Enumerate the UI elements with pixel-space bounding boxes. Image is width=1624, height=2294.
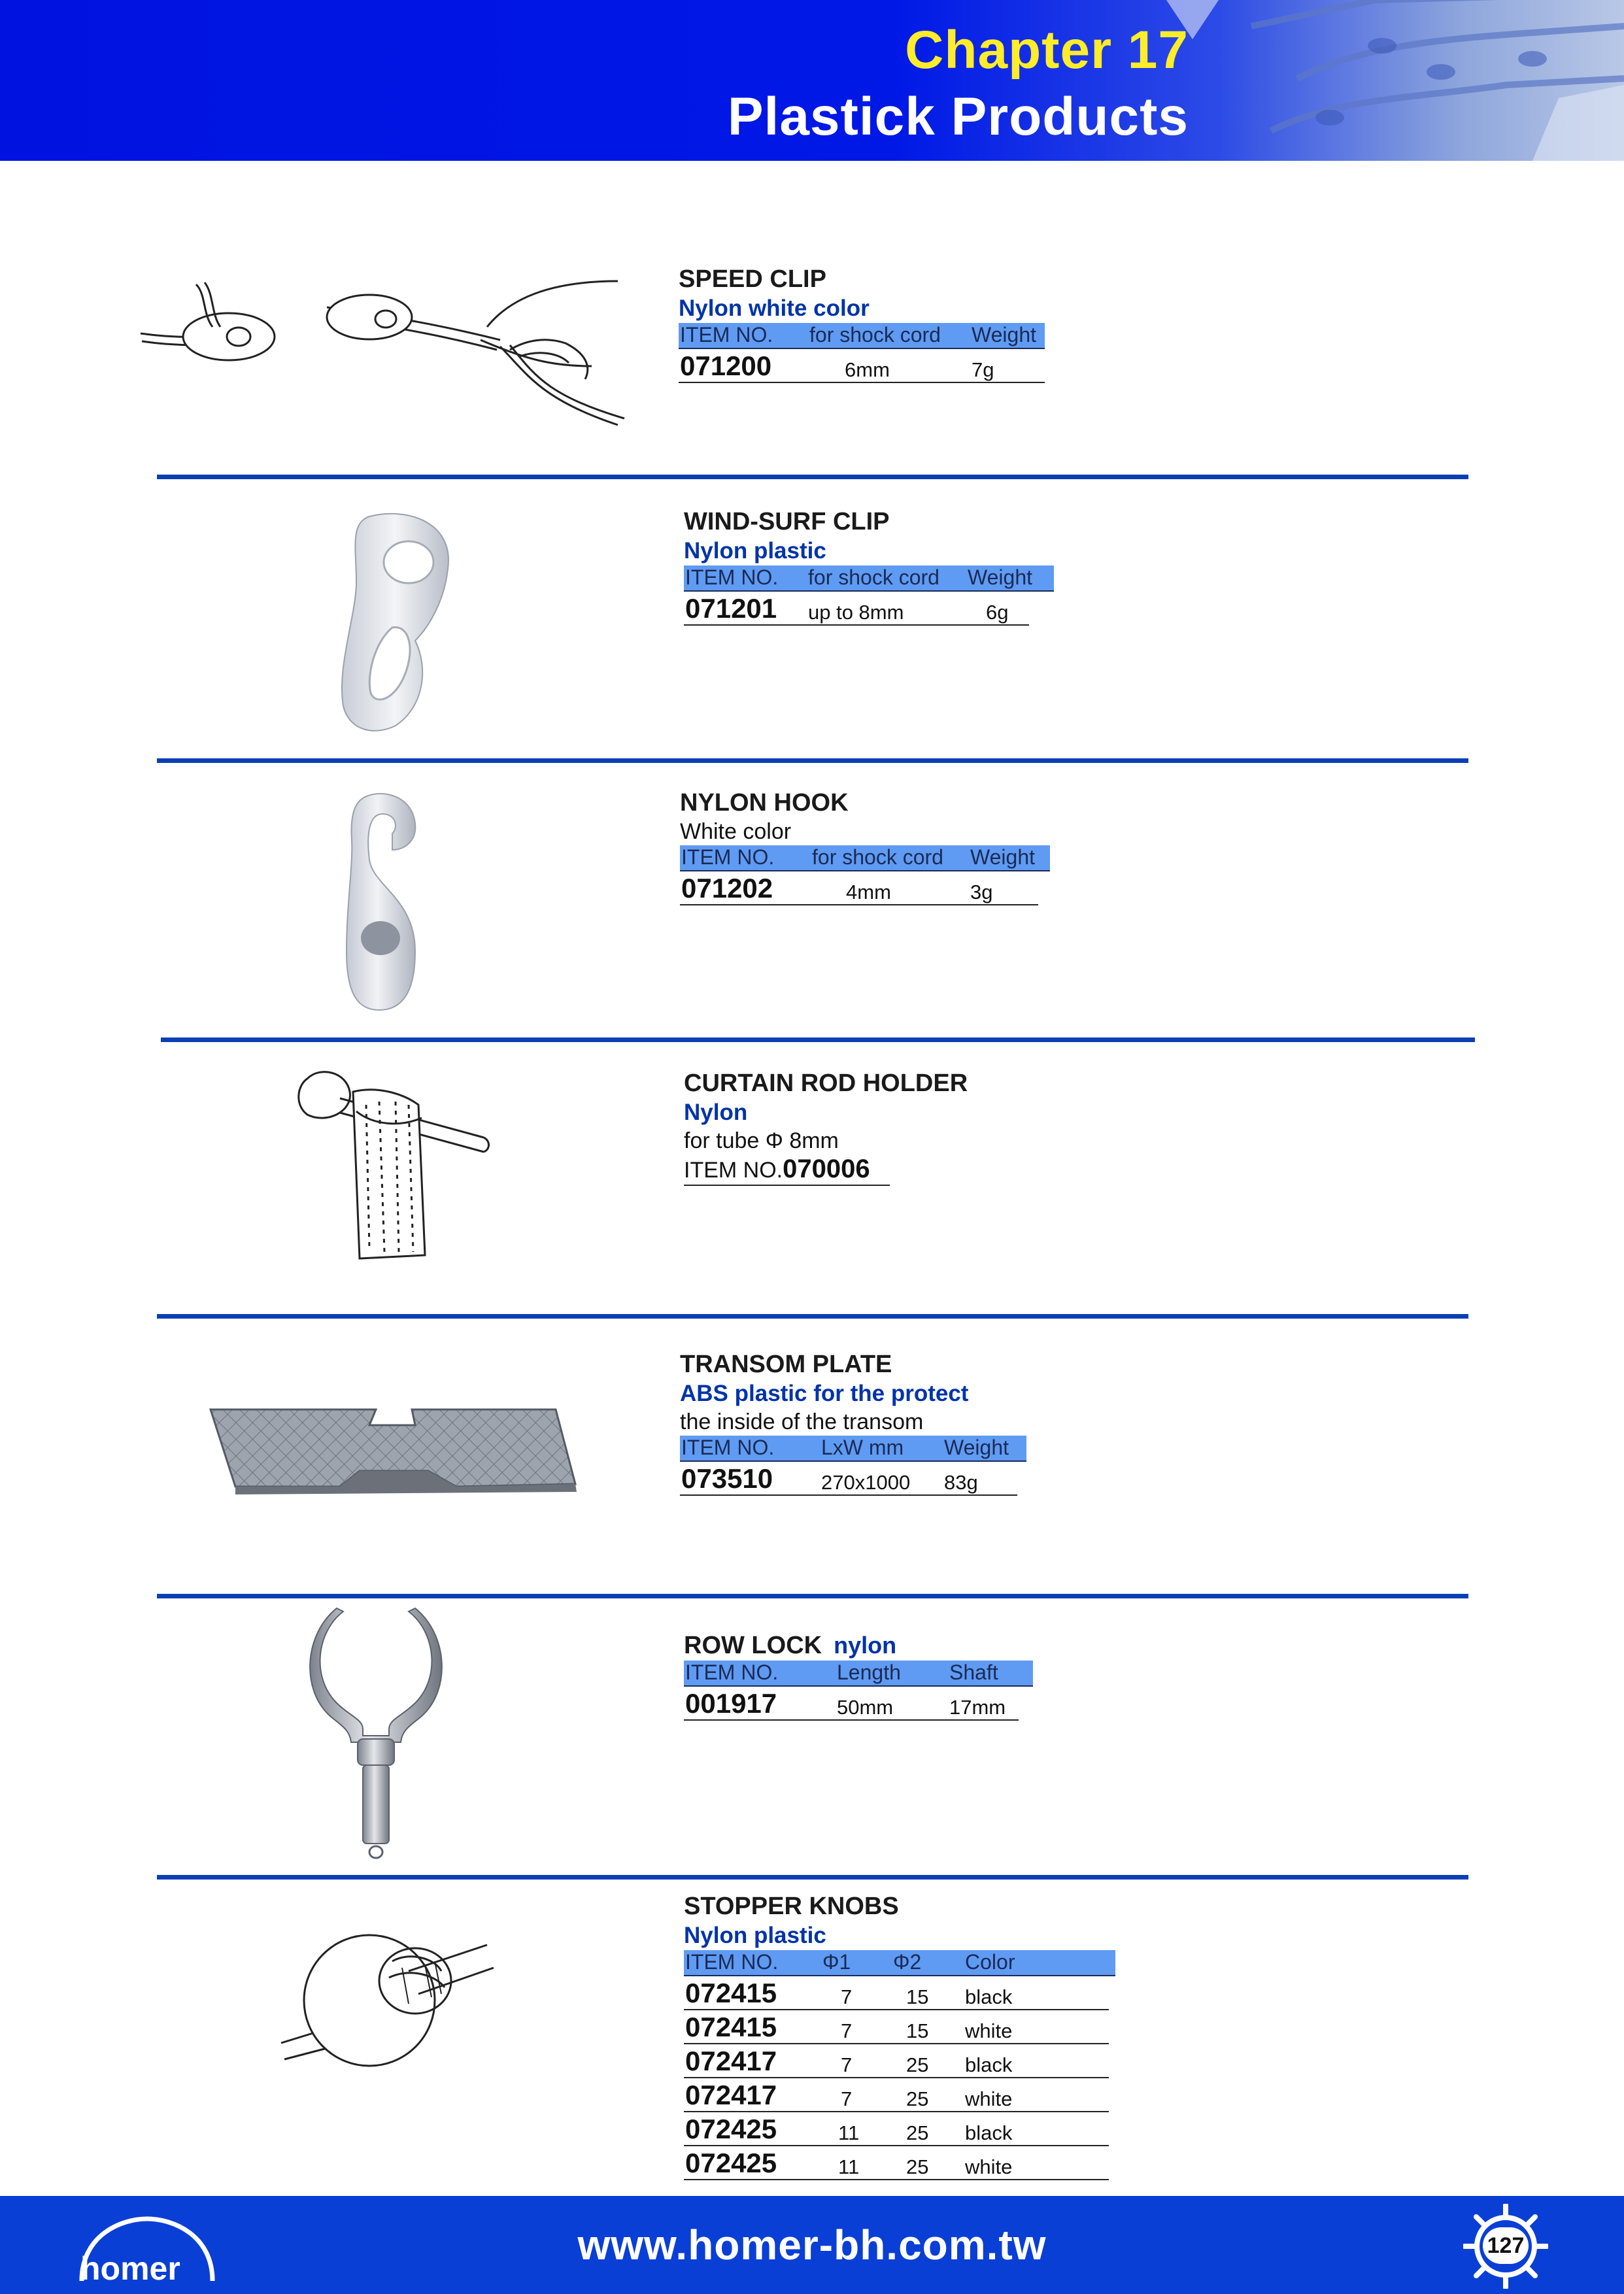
weight-value: 6g [986,601,1009,624]
spec-row [684,592,1029,626]
chapter-title: Plastick Products [727,87,1189,146]
section-divider [157,758,1468,763]
spec-row [680,871,1038,905]
col-color: Color [965,1950,1015,1974]
diameter-2-value: 25 [906,2053,929,2076]
product-name: ROW LOCK [684,1632,822,1659]
col-shaft: Shaft [949,1661,998,1684]
product-name: CURTAIN ROD HOLDER [684,1070,968,1097]
speed-clip-illustration [134,268,631,431]
spec-row [684,2044,1109,2078]
spec-table-header [679,323,1045,349]
color-value: black [965,1985,1013,2008]
weight-value: 83g [944,1471,978,1494]
spec-table-header [680,1436,1026,1462]
color-value: white [965,2155,1013,2178]
item-number: 072425 [685,2114,777,2144]
diameter-1-value: 7 [841,2019,853,2042]
diameter-1-value: 11 [838,2121,860,2144]
product-row-lock [684,1630,1181,1721]
col-shock-cord: for shock cord [812,845,943,869]
product-note: the inside of the transom [680,1409,924,1434]
diameter-2-value: 25 [906,2155,929,2178]
weight-value: 7g [972,358,994,381]
shock-cord-size: 4mm [846,881,891,903]
diameter-1-value: 7 [841,1985,853,2008]
shock-cord-size: 6mm [845,358,890,381]
col-weight: Weight [972,323,1037,346]
spec-table-header [684,565,1054,592]
section-divider [157,1594,1468,1598]
col-diameter-1: Φ1 [822,1950,851,1974]
row-lock-photo [297,1605,454,1866]
spec-row [684,2078,1109,2112]
col-item-no: ITEM NO. [681,845,775,869]
color-value: white [965,2019,1013,2042]
item-number: 072417 [685,2080,777,2110]
product-name: STOPPER KNOBS [684,1893,899,1920]
product-name: SPEED CLIP [679,265,826,293]
product-name: WIND-SURF CLIP [684,508,890,535]
website-url: www.homer-bh.com.tw [577,2221,1047,2269]
product-material: ABS plastic for the protect [680,1381,969,1406]
product-name-row [684,1630,1181,1661]
page-footer [0,2196,1624,2294]
item-number-line [684,1155,890,1186]
col-diameter-2: Φ2 [893,1950,922,1974]
product-material: White color [680,819,792,844]
length-value: 50mm [837,1696,894,1719]
col-weight: Weight [944,1436,1009,1459]
product-speed-clip [679,264,1176,383]
item-number: 072415 [685,2012,777,2042]
product-name: NYLON HOOK [680,789,849,817]
spec-row [680,1462,1017,1496]
col-length: Length [837,1661,901,1684]
wind-surf-clip-photo [330,510,461,739]
chapter-header [0,0,1624,161]
nylon-hook-photo [333,788,425,1013]
section-divider [157,1875,1468,1880]
col-item-no: ITEM NO. [685,1661,779,1684]
spec-row [684,1687,1019,1721]
spec-table-header [684,1950,1115,1976]
col-item-no: ITEM NO. [680,323,773,346]
col-shock-cord: for shock cord [808,565,939,589]
item-number: 072417 [685,2046,777,2076]
spec-row [684,1976,1109,2010]
shock-cord-size: up to 8mm [808,601,904,624]
item-number-label: ITEM NO. [684,1158,783,1183]
product-note: for tube Φ 8mm [684,1128,839,1153]
product-stopper-knobs [684,1891,1181,2180]
item-number: 072425 [685,2148,777,2178]
color-value: black [965,2053,1013,2076]
item-number: 071200 [680,350,772,381]
col-item-no: ITEM NO. [685,1950,779,1974]
item-number: 071202 [681,873,773,903]
product-nylon-hook [680,788,1177,905]
diameter-1-value: 7 [841,2087,853,2110]
spec-table-header [684,1661,1033,1687]
product-material: Nylon [684,1100,748,1125]
section-divider [161,1037,1475,1042]
page-number: 127 [1483,2227,1529,2264]
diameter-2-value: 15 [906,2019,929,2042]
product-material: Nylon plastic [684,1923,826,1948]
col-weight: Weight [970,845,1036,869]
item-number: 071201 [685,593,777,624]
item-number: 072415 [685,1978,777,2008]
shaft-value: 17mm [949,1696,1006,1719]
product-wind-surf-clip [684,507,1181,626]
spec-row [684,2010,1109,2044]
item-number: 001917 [685,1688,777,1719]
diameter-2-value: 15 [906,1985,929,2008]
col-weight: Weight [968,565,1033,589]
item-number: 070006 [783,1155,870,1183]
color-value: black [965,2121,1013,2144]
product-transom-plate [680,1349,1177,1496]
dimensions-value: 270x1000 [821,1471,911,1494]
header-hardware-graphic [1166,0,1624,161]
product-material: Nylon plastic [684,538,826,564]
diameter-1-value: 7 [841,2053,853,2076]
product-curtain-rod-holder [684,1068,1181,1186]
section-divider [157,1314,1468,1319]
spec-row [679,349,1045,383]
spec-table-header [680,845,1050,871]
item-number: 073510 [681,1463,773,1494]
svg-text:homer: homer [80,2250,180,2287]
col-item-no: ITEM NO. [681,1436,775,1459]
section-divider [157,475,1468,479]
diameter-2-value: 25 [906,2121,929,2144]
col-item-no: ITEM NO. [685,565,779,589]
curtain-rod-holder-illustration [288,1066,497,1262]
col-shock-cord: for shock cord [809,323,941,346]
chapter-number: Chapter 17 [905,20,1189,80]
transom-plate-photo [203,1406,582,1497]
stopper-knob-illustration [278,1932,497,2095]
diameter-1-value: 11 [838,2155,860,2178]
diameter-2-value: 25 [906,2087,929,2110]
product-material: nylon [834,1632,897,1659]
color-value: white [965,2087,1013,2110]
product-material: Nylon white color [679,295,870,321]
col-dimensions: LxW mm [821,1436,904,1459]
product-name: TRANSOM PLATE [680,1351,892,1378]
weight-value: 3g [970,881,993,903]
spec-row [684,2112,1109,2146]
spec-row [684,2146,1109,2180]
